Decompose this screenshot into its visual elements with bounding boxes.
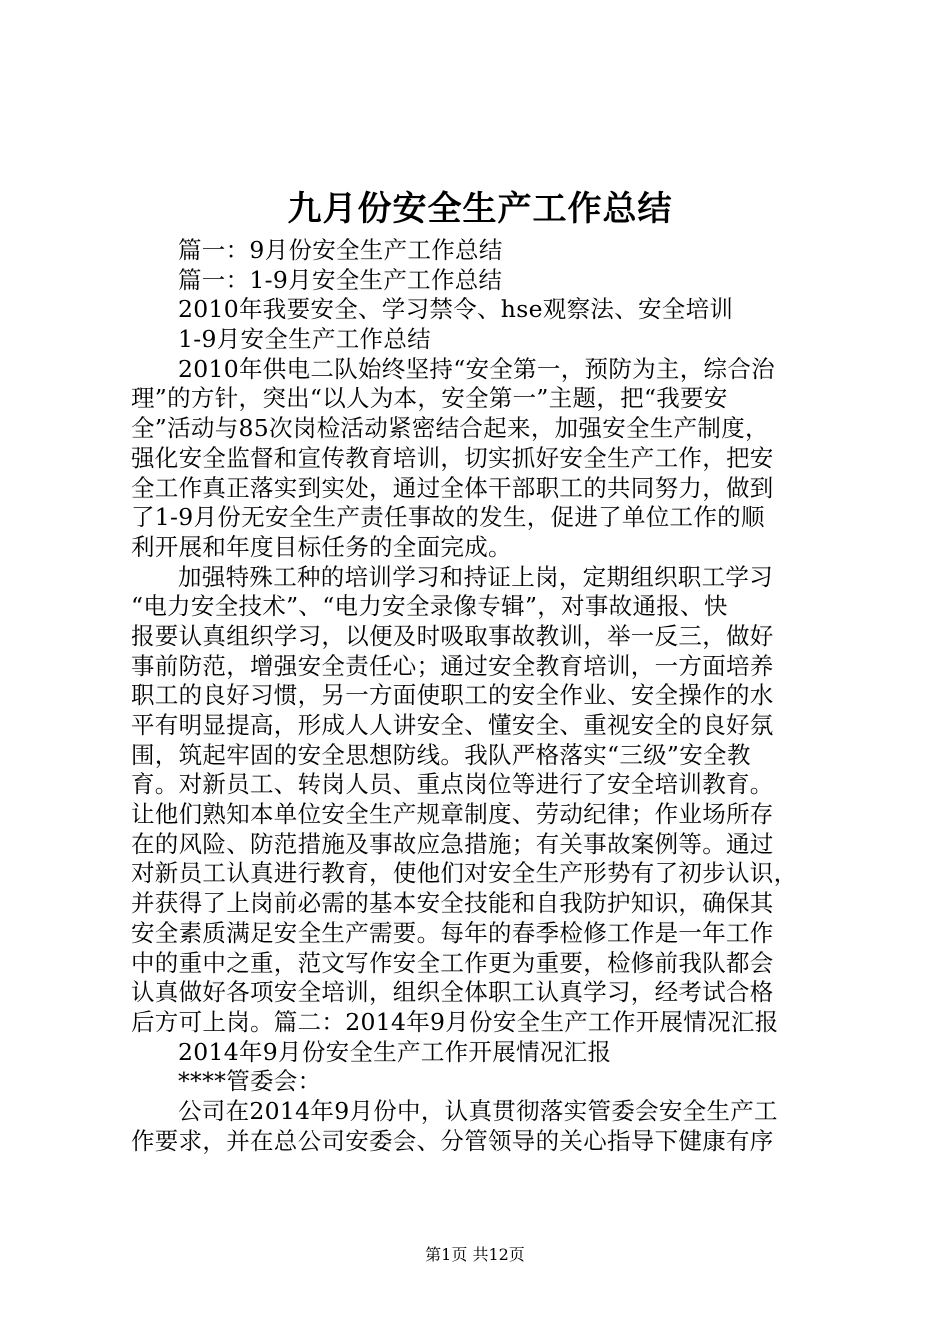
body-line: 理”的方针，突出“以人为本，安全第一”主题，把“我要安: [131, 384, 728, 413]
body-line: ****管委会：: [178, 1067, 322, 1096]
body-line: 报要认真组织学习，以便及时吸取事故教训，举一反三，做好: [131, 621, 774, 650]
body-line: 在的风险、防范措施及事故应急措施；有关事故案例等。通过: [131, 829, 774, 858]
body-line: 全工作真正落实到实处，通过全体干部职工的共同努力，做到: [131, 473, 774, 502]
body-line: 围，筑起牢固的安全思想防线。我队严格落实“三级”安全教: [131, 740, 751, 769]
body-line: 职工的良好习惯，另一方面使职工的安全作业、安全操作的水: [131, 681, 774, 710]
body-line: 篇一：9月份安全生产工作总结: [178, 236, 503, 264]
body-line: 全”活动与85次岗检活动紧密结合起来，加强安全生产制度，: [131, 414, 769, 443]
body-line: 强化安全监督和宣传教育培训，切实抓好安全生产工作，把安: [131, 443, 774, 472]
body-line: 加强特殊工种的培训学习和持证上岗，定期组织职工学习: [178, 562, 773, 591]
body-line: 对新员工认真进行教育，使他们对安全生产形势有了初步认识，: [131, 859, 798, 888]
body-line: 安全素质满足安全生产需要。每年的春季检修工作是一年工作: [131, 918, 774, 947]
body-line: 2014年9月份安全生产工作开展情况汇报: [178, 1037, 612, 1066]
body-line: 公司在2014年9月份中，认真贯彻落实管委会安全生产工: [178, 1096, 778, 1125]
body-line: 了1-9月份无安全生产责任事故的发生，促进了单位工作的顺: [131, 503, 765, 532]
body-line: 并获得了上岗前必需的基本安全技能和自我防护知识，确保其: [131, 889, 774, 918]
body-line: 事前防范，增强安全责任心；通过安全教育培训，一方面培养: [131, 651, 774, 680]
body-line: 作要求，并在总公司安委会、分管领导的关心指导下健康有序: [131, 1126, 774, 1155]
body-line: 让他们熟知本单位安全生产规章制度、劳动纪律；作业场所存: [131, 800, 774, 829]
body-line: 认真做好各项安全培训，组织全体职工认真学习，经考试合格: [131, 978, 774, 1007]
body-line: 2010年供电二队始终坚持“安全第一，预防为主，综合治: [178, 354, 775, 383]
body-line: 1-9月安全生产工作总结: [178, 325, 431, 354]
body-line: 2010年我要安全、学习禁令、hse观察法、安全培训: [178, 295, 734, 324]
document-body: [131, 236, 831, 1156]
body-line: “电力安全技术”、“电力安全录像专辑”，对事故通报、快: [131, 592, 728, 621]
body-line: 后方可上岗。篇二：2014年9月份安全生产工作开展情况汇报: [131, 1007, 779, 1036]
body-line: 篇一：1-9月安全生产工作总结: [178, 265, 503, 294]
body-line: 中的重中之重，范文写作安全工作更为重要，检修前我队都会: [131, 948, 774, 977]
page-footer: 第1页 共12页: [425, 1245, 525, 1264]
document-title: 九月份安全生产工作总结: [287, 189, 673, 229]
body-line: 利开展和年度目标任务的全面完成。: [131, 532, 512, 561]
body-line: 育。对新员工、转岗人员、重点岗位等进行了安全培训教育。: [131, 770, 774, 799]
body-line: 平有明显提高，形成人人讲安全、懂安全、重视安全的良好氛: [131, 711, 774, 739]
